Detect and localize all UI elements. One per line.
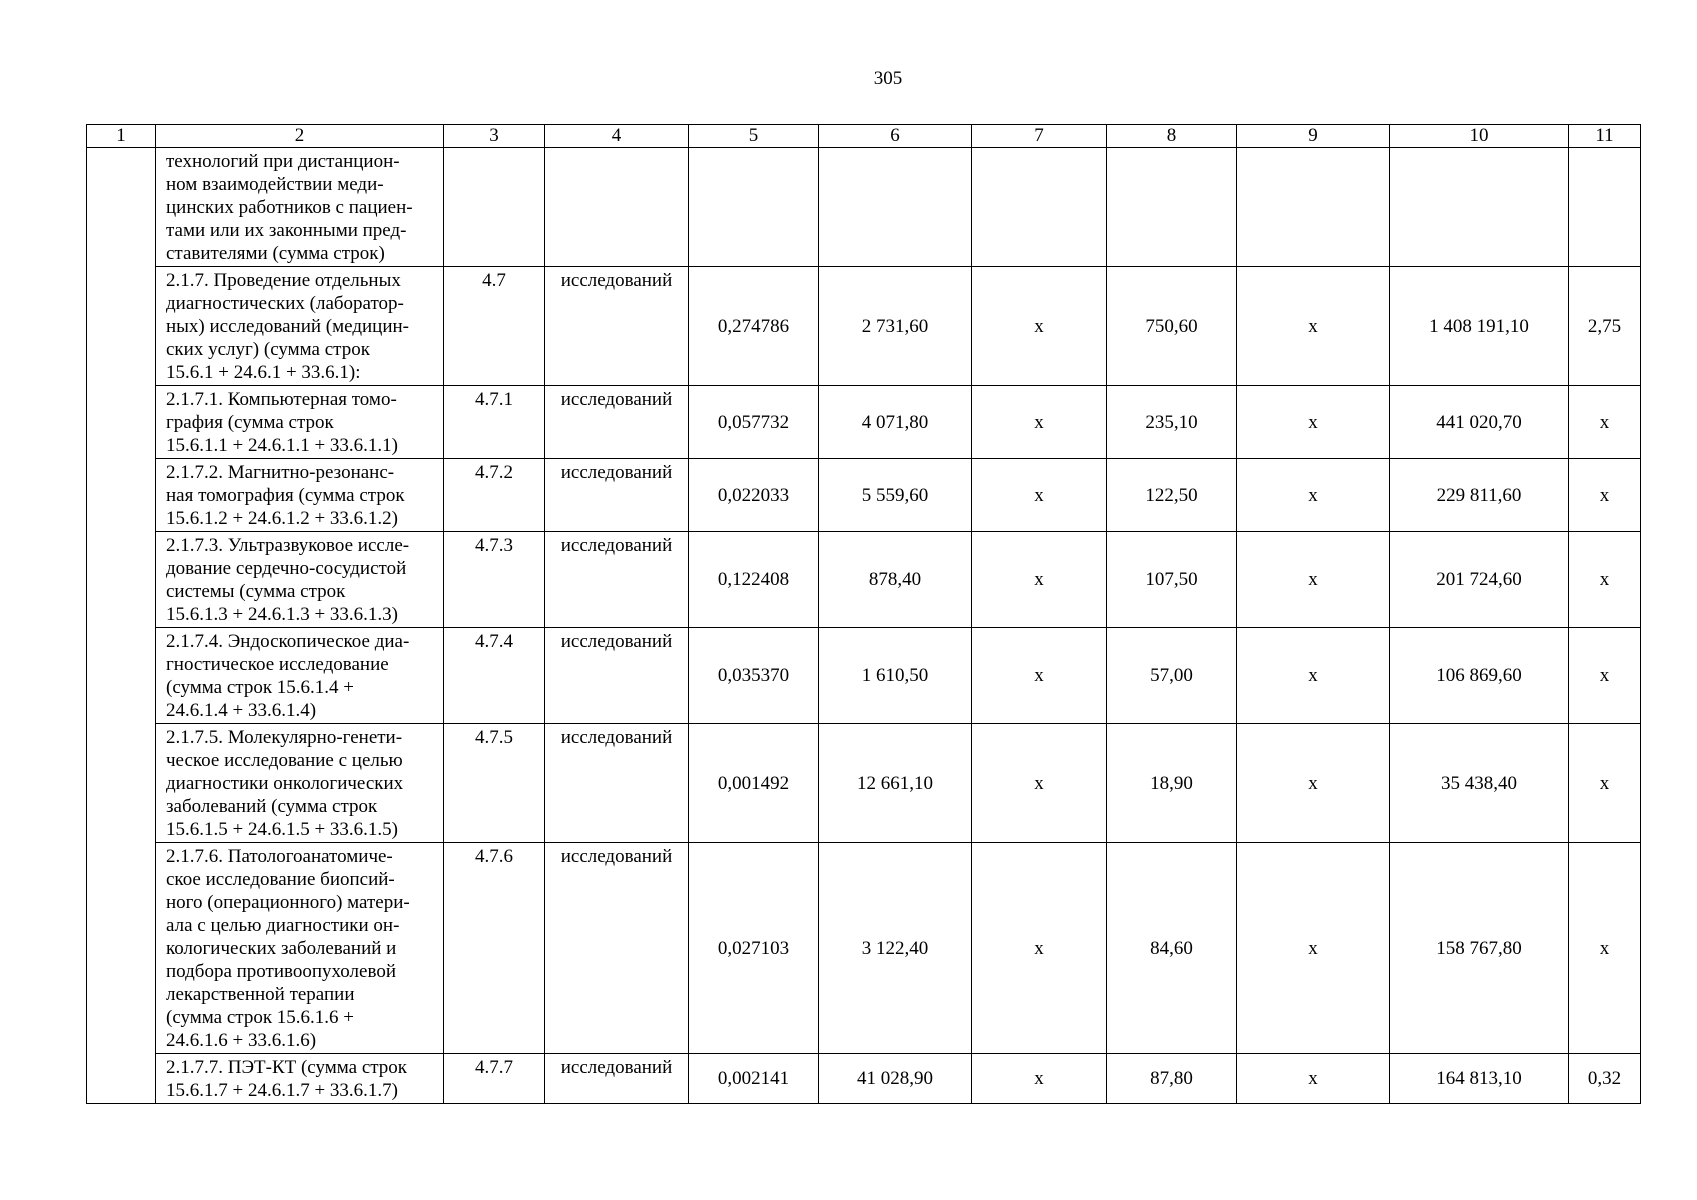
value-cell-c8: 122,50 <box>1107 459 1237 532</box>
table-row <box>87 386 1641 459</box>
indicator-name-line: 2.1.7.5. Молекулярно-генети- <box>166 727 403 748</box>
indicator-name-line: (сумма строк 15.6.1.6 + <box>166 1007 355 1028</box>
indicator-name-line: 2.1.7.3. Ультразвуковое иссле- <box>166 535 410 556</box>
indicator-name-line: ного (операционного) матери- <box>166 892 410 913</box>
row-code-cell: 4.7.1 <box>444 386 545 459</box>
row-code-cell: 4.7.4 <box>444 628 545 724</box>
value-cell-c9 <box>1237 148 1390 267</box>
column-header: 11 <box>1569 125 1641 148</box>
row-code-cell: 4.7.6 <box>444 843 545 1054</box>
indicator-name-line: 15.6.1 + 24.6.1 + 33.6.1): <box>166 362 361 383</box>
indicator-name-line: 2.1.7.6. Патологоанатомиче- <box>166 846 393 867</box>
value-cell-c9: х <box>1237 386 1390 459</box>
value-cell-c11 <box>1569 148 1641 267</box>
value-cell-c10: 35 438,40 <box>1390 724 1569 843</box>
value-cell-c8: 750,60 <box>1107 267 1237 386</box>
indicator-name-line: 2.1.7.2. Магнитно-резонанс- <box>166 462 395 483</box>
value-cell-c5: 0,122408 <box>689 532 819 628</box>
column-header: 8 <box>1107 125 1237 148</box>
data-table <box>86 124 1641 1104</box>
value-cell-c6: 12 661,10 <box>819 724 972 843</box>
indicator-name-cell <box>156 532 444 628</box>
indicator-name-line: ческое исследование с целью <box>166 750 403 771</box>
column-header: 4 <box>545 125 689 148</box>
indicator-name-line: ная томография (сумма строк <box>166 485 405 506</box>
column-header-row <box>87 125 1641 148</box>
value-cell-c10: 229 811,60 <box>1390 459 1569 532</box>
indicator-name-line: ных) исследований (медицин- <box>166 316 409 337</box>
indicator-name-line: ала с целью диагностики он- <box>166 915 400 936</box>
unit-cell: исследований <box>545 267 689 386</box>
column-header: 9 <box>1237 125 1390 148</box>
row-code-cell: 4.7.3 <box>444 532 545 628</box>
indicator-name-cell <box>156 843 444 1054</box>
value-cell-c7: х <box>972 1054 1107 1104</box>
value-cell-c5: 0,022033 <box>689 459 819 532</box>
value-cell-c5: 0,001492 <box>689 724 819 843</box>
value-cell-c10: 441 020,70 <box>1390 386 1569 459</box>
indicator-name-line: технологий при дистанцион- <box>166 151 400 172</box>
indicator-name-line: лекарственной терапии <box>166 984 355 1005</box>
value-cell-c10 <box>1390 148 1569 267</box>
indicator-name-cell <box>156 628 444 724</box>
column-header: 7 <box>972 125 1107 148</box>
indicator-name-line: 2.1.7.7. ПЭТ-КТ (сумма строк <box>166 1057 408 1078</box>
indicator-name-line: 15.6.1.2 + 24.6.1.2 + 33.6.1.2) <box>166 508 399 529</box>
value-cell-c9: х <box>1237 628 1390 724</box>
value-cell-c5: 0,274786 <box>689 267 819 386</box>
indicator-name-line: системы (сумма строк <box>166 581 346 602</box>
value-cell-c8: 87,80 <box>1107 1054 1237 1104</box>
table-row <box>87 628 1641 724</box>
indicator-name-line: ном взаимодействии меди- <box>166 174 384 195</box>
column-header: 3 <box>444 125 545 148</box>
table-row <box>87 843 1641 1054</box>
value-cell-c11: х <box>1569 843 1641 1054</box>
unit-cell: исследований <box>545 843 689 1054</box>
indicator-name-line: 2.1.7.1. Компьютерная томо- <box>166 389 397 410</box>
indicator-name-cell <box>156 1054 444 1104</box>
value-cell-c6: 41 028,90 <box>819 1054 972 1104</box>
value-cell-c7: х <box>972 843 1107 1054</box>
indicator-name-line: 15.6.1.5 + 24.6.1.5 + 33.6.1.5) <box>166 819 399 840</box>
row-code-cell: 4.7 <box>444 267 545 386</box>
value-cell-c6: 878,40 <box>819 532 972 628</box>
indicator-name-line: 2.1.7. Проведение отдельных <box>166 270 401 291</box>
indicator-name-cell <box>156 459 444 532</box>
value-cell-c8: 18,90 <box>1107 724 1237 843</box>
column-header: 2 <box>156 125 444 148</box>
indicator-name-line: 15.6.1.3 + 24.6.1.3 + 33.6.1.3) <box>166 604 399 625</box>
value-cell-c8: 235,10 <box>1107 386 1237 459</box>
indicator-name-line: графия (сумма строк <box>166 412 334 433</box>
indicator-name-cell <box>156 724 444 843</box>
value-cell-c6 <box>819 148 972 267</box>
value-cell-c11: х <box>1569 628 1641 724</box>
indicator-name-line: заболеваний (сумма строк <box>166 796 378 817</box>
table-row <box>87 532 1641 628</box>
unit-cell: исследований <box>545 724 689 843</box>
unit-cell: исследований <box>545 628 689 724</box>
value-cell-c8: 107,50 <box>1107 532 1237 628</box>
indicator-name-line: ставителями (сумма строк) <box>166 243 385 264</box>
page-number: 305 <box>873 68 903 89</box>
value-cell-c10: 164 813,10 <box>1390 1054 1569 1104</box>
row-code-cell: 4.7.7 <box>444 1054 545 1104</box>
value-cell-c6: 2 731,60 <box>819 267 972 386</box>
column-header: 10 <box>1390 125 1569 148</box>
indicator-name-line: 15.6.1.7 + 24.6.1.7 + 33.6.1.7) <box>166 1080 399 1101</box>
value-cell-c11: х <box>1569 386 1641 459</box>
row-code-cell: 4.7.2 <box>444 459 545 532</box>
indicator-name-line: 15.6.1.1 + 24.6.1.1 + 33.6.1.1) <box>166 435 399 456</box>
value-cell-c11: х <box>1569 724 1641 843</box>
unit-cell <box>545 148 689 267</box>
indicator-name-line: диагностики онкологических <box>166 773 404 794</box>
value-cell-c10: 1 408 191,10 <box>1390 267 1569 386</box>
value-cell-c5: 0,035370 <box>689 628 819 724</box>
table-row <box>87 1054 1641 1104</box>
row-code-cell: 4.7.5 <box>444 724 545 843</box>
value-cell-c8 <box>1107 148 1237 267</box>
value-cell-c9: х <box>1237 843 1390 1054</box>
unit-cell: исследований <box>545 386 689 459</box>
indicator-name-cell <box>156 148 444 267</box>
table-row <box>87 148 1641 267</box>
value-cell-c7: х <box>972 459 1107 532</box>
value-cell-c7: х <box>972 532 1107 628</box>
value-cell-c9: х <box>1237 724 1390 843</box>
value-cell-c6: 4 071,80 <box>819 386 972 459</box>
table-row <box>87 459 1641 532</box>
indicator-name-line: 24.6.1.4 + 33.6.1.4) <box>166 700 317 721</box>
table-row <box>87 724 1641 843</box>
unit-cell: исследований <box>545 532 689 628</box>
value-cell-c5 <box>689 148 819 267</box>
unit-cell: исследований <box>545 459 689 532</box>
indicator-name-line: подбора противоопухолевой <box>166 961 396 982</box>
column-header: 6 <box>819 125 972 148</box>
value-cell-c11: х <box>1569 459 1641 532</box>
value-cell-c9: х <box>1237 459 1390 532</box>
indicator-name-cell <box>156 267 444 386</box>
column-header: 5 <box>689 125 819 148</box>
indicator-name-line: дование сердечно-сосудистой <box>166 558 407 579</box>
row-number-cell <box>87 148 156 1104</box>
indicator-name-line: тами или их законными пред- <box>166 220 407 241</box>
indicator-name-line: (сумма строк 15.6.1.4 + <box>166 677 355 698</box>
value-cell-c9: х <box>1237 1054 1390 1104</box>
indicator-name-cell <box>156 386 444 459</box>
value-cell-c8: 84,60 <box>1107 843 1237 1054</box>
value-cell-c7: х <box>972 267 1107 386</box>
value-cell-c7 <box>972 148 1107 267</box>
value-cell-c9: х <box>1237 532 1390 628</box>
value-cell-c11: 0,32 <box>1569 1054 1641 1104</box>
indicator-name-line: диагностических (лаборатор- <box>166 293 404 314</box>
indicator-name-line: гностическое исследование <box>166 654 389 675</box>
value-cell-c8: 57,00 <box>1107 628 1237 724</box>
indicator-name-line: цинских работников с пациен- <box>166 197 413 218</box>
indicator-name-line: кологических заболеваний и <box>166 938 397 959</box>
value-cell-c6: 1 610,50 <box>819 628 972 724</box>
unit-cell: исследований <box>545 1054 689 1104</box>
indicator-name-line: 2.1.7.4. Эндоскопическое диа- <box>166 631 410 652</box>
indicator-name-line: 24.6.1.6 + 33.6.1.6) <box>166 1030 317 1051</box>
column-header: 1 <box>87 125 156 148</box>
indicator-name-line: ское исследование биопсий- <box>166 869 395 890</box>
row-code-cell <box>444 148 545 267</box>
table-row <box>87 267 1641 386</box>
value-cell-c11: х <box>1569 532 1641 628</box>
value-cell-c5: 0,057732 <box>689 386 819 459</box>
value-cell-c7: х <box>972 386 1107 459</box>
value-cell-c9: х <box>1237 267 1390 386</box>
value-cell-c7: х <box>972 628 1107 724</box>
value-cell-c11: 2,75 <box>1569 267 1641 386</box>
value-cell-c5: 0,027103 <box>689 843 819 1054</box>
table-body <box>87 125 1641 1104</box>
value-cell-c5: 0,002141 <box>689 1054 819 1104</box>
value-cell-c6: 5 559,60 <box>819 459 972 532</box>
value-cell-c10: 106 869,60 <box>1390 628 1569 724</box>
value-cell-c10: 201 724,60 <box>1390 532 1569 628</box>
indicator-name-line: ских услуг) (сумма строк <box>166 339 370 360</box>
value-cell-c10: 158 767,80 <box>1390 843 1569 1054</box>
value-cell-c6: 3 122,40 <box>819 843 972 1054</box>
value-cell-c7: х <box>972 724 1107 843</box>
